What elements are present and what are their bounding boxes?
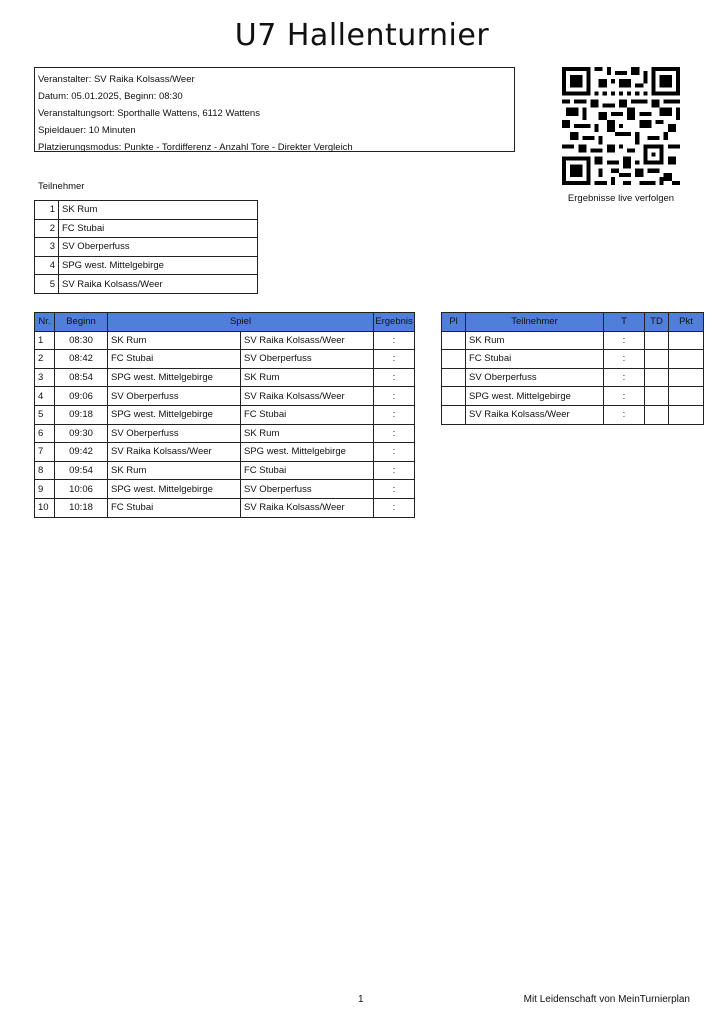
game-row: [35, 498, 415, 517]
game-home-team: SV Oberperfuss: [108, 387, 241, 406]
game-result[interactable]: :: [374, 424, 415, 443]
game-result[interactable]: :: [374, 498, 415, 517]
ranking-goal-difference: [645, 405, 669, 424]
game-result[interactable]: :: [374, 480, 415, 499]
header-goals: T: [604, 313, 645, 332]
duration-line: Spieldauer: 10 Minuten: [38, 125, 136, 136]
participants-heading: Teilnehmer: [38, 181, 85, 192]
game-away-team: SK Rum: [241, 368, 374, 387]
game-row: [35, 387, 415, 406]
game-time: 09:42: [55, 443, 108, 462]
game-nr: 10: [35, 498, 55, 517]
header-nr: Nr.: [35, 313, 55, 332]
ranking-goal-difference: [645, 350, 669, 369]
participant-number: 3: [35, 238, 59, 257]
qr-caption: Ergebnisse live verfolgen: [567, 193, 675, 204]
ranking-row: [442, 350, 704, 369]
ranking-team: SV Oberperfuss: [466, 368, 604, 387]
game-nr: 9: [35, 480, 55, 499]
participant-row: [35, 219, 258, 238]
ranking-points: [669, 405, 704, 424]
ranking-row: [442, 405, 704, 424]
ranking-place: [442, 350, 466, 369]
ranking-team: SK Rum: [466, 331, 604, 350]
participant-name: SV Oberperfuss: [59, 238, 258, 257]
game-nr: 5: [35, 405, 55, 424]
game-row: [35, 480, 415, 499]
participant-name: SPG west. Mittelgebirge: [59, 256, 258, 275]
game-time: 08:54: [55, 368, 108, 387]
game-time: 09:06: [55, 387, 108, 406]
game-home-team: SPG west. Mittelgebirge: [108, 480, 241, 499]
ranking-table: [441, 312, 704, 425]
ranking-header-row: [442, 313, 704, 332]
participant-name: SV Raika Kolsass/Weer: [59, 275, 258, 294]
participant-row: [35, 201, 258, 220]
game-away-team: SV Raika Kolsass/Weer: [241, 387, 374, 406]
participant-number: 1: [35, 201, 59, 220]
ranking-row: [442, 368, 704, 387]
game-time: 08:30: [55, 331, 108, 350]
ranking-points: [669, 368, 704, 387]
ranking-points: [669, 350, 704, 369]
ranking-points: [669, 331, 704, 350]
game-time: 09:54: [55, 461, 108, 480]
tournament-info-box: [34, 67, 515, 152]
game-row: [35, 461, 415, 480]
game-away-team: SPG west. Mittelgebirge: [241, 443, 374, 462]
game-nr: 3: [35, 368, 55, 387]
participants-table: [34, 200, 258, 294]
ranking-goals: :: [604, 331, 645, 350]
game-home-team: SK Rum: [108, 461, 241, 480]
game-away-team: FC Stubai: [241, 461, 374, 480]
game-time: 09:18: [55, 405, 108, 424]
game-result[interactable]: :: [374, 368, 415, 387]
participant-row: [35, 275, 258, 294]
participant-name: FC Stubai: [59, 219, 258, 238]
participant-row: [35, 238, 258, 257]
ranking-team: SPG west. Mittelgebirge: [466, 387, 604, 406]
header-goal-difference: TD: [645, 313, 669, 332]
game-home-team: FC Stubai: [108, 498, 241, 517]
page-title: U7 Hallenturnier: [234, 18, 490, 53]
ranking-mode-line: Platzierungsmodus: Punkte - Tordifferenz - Anzahl Tore - Direkter Vergleich: [38, 142, 353, 153]
game-result[interactable]: :: [374, 405, 415, 424]
ranking-goal-difference: [645, 331, 669, 350]
game-nr: 2: [35, 350, 55, 369]
ranking-place: [442, 405, 466, 424]
participant-number: 4: [35, 256, 59, 275]
games-table: [34, 312, 415, 518]
header-points: Pkt: [669, 313, 704, 332]
game-result[interactable]: :: [374, 331, 415, 350]
footer-credit: Mit Leidenschaft von MeinTurnierplan: [523, 994, 690, 1005]
ranking-goals: :: [604, 350, 645, 369]
game-away-team: SV Raika Kolsass/Weer: [241, 331, 374, 350]
game-away-team: SV Raika Kolsass/Weer: [241, 498, 374, 517]
game-time: 08:42: [55, 350, 108, 369]
game-row: [35, 405, 415, 424]
game-time: 10:06: [55, 480, 108, 499]
game-away-team: SV Oberperfuss: [241, 480, 374, 499]
ranking-goal-difference: [645, 387, 669, 406]
ranking-place: [442, 368, 466, 387]
ranking-team: FC Stubai: [466, 350, 604, 369]
game-row: [35, 331, 415, 350]
game-nr: 8: [35, 461, 55, 480]
game-row: [35, 443, 415, 462]
ranking-points: [669, 387, 704, 406]
header-start: Beginn: [55, 313, 108, 332]
game-home-team: SV Raika Kolsass/Weer: [108, 443, 241, 462]
ranking-goals: :: [604, 387, 645, 406]
game-row: [35, 368, 415, 387]
game-time: 10:18: [55, 498, 108, 517]
participant-number: 2: [35, 219, 59, 238]
page-number: 1: [358, 994, 364, 1005]
participant-number: 5: [35, 275, 59, 294]
date-line: Datum: 05.01.2025, Beginn: 08:30: [38, 91, 183, 102]
game-result[interactable]: :: [374, 387, 415, 406]
game-home-team: SPG west. Mittelgebirge: [108, 405, 241, 424]
game-away-team: SK Rum: [241, 424, 374, 443]
game-result[interactable]: :: [374, 443, 415, 462]
game-row: [35, 350, 415, 369]
game-row: [35, 424, 415, 443]
ranking-goals: :: [604, 405, 645, 424]
header-result: Ergebnis: [374, 313, 415, 332]
game-nr: 1: [35, 331, 55, 350]
qr-code[interactable]: [562, 67, 680, 185]
game-home-team: SPG west. Mittelgebirge: [108, 368, 241, 387]
header-place: Pl: [442, 313, 466, 332]
header-match: Spiel: [108, 313, 374, 332]
game-away-team: SV Oberperfuss: [241, 350, 374, 369]
ranking-row: [442, 387, 704, 406]
game-result[interactable]: :: [374, 350, 415, 369]
ranking-place: [442, 387, 466, 406]
header-team: Teilnehmer: [466, 313, 604, 332]
game-nr: 6: [35, 424, 55, 443]
organizer-line: Veranstalter: SV Raika Kolsass/Weer: [38, 74, 195, 85]
game-nr: 7: [35, 443, 55, 462]
game-time: 09:30: [55, 424, 108, 443]
ranking-goal-difference: [645, 368, 669, 387]
games-header-row: [35, 313, 415, 332]
participant-name: SK Rum: [59, 201, 258, 220]
ranking-team: SV Raika Kolsass/Weer: [466, 405, 604, 424]
ranking-row: [442, 331, 704, 350]
game-home-team: SK Rum: [108, 331, 241, 350]
game-away-team: FC Stubai: [241, 405, 374, 424]
venue-line: Veranstaltungsort: Sporthalle Wattens, 6112 Wattens: [38, 108, 260, 119]
ranking-place: [442, 331, 466, 350]
game-result[interactable]: :: [374, 461, 415, 480]
game-home-team: FC Stubai: [108, 350, 241, 369]
game-home-team: SV Oberperfuss: [108, 424, 241, 443]
participant-row: [35, 256, 258, 275]
game-nr: 4: [35, 387, 55, 406]
ranking-goals: :: [604, 368, 645, 387]
